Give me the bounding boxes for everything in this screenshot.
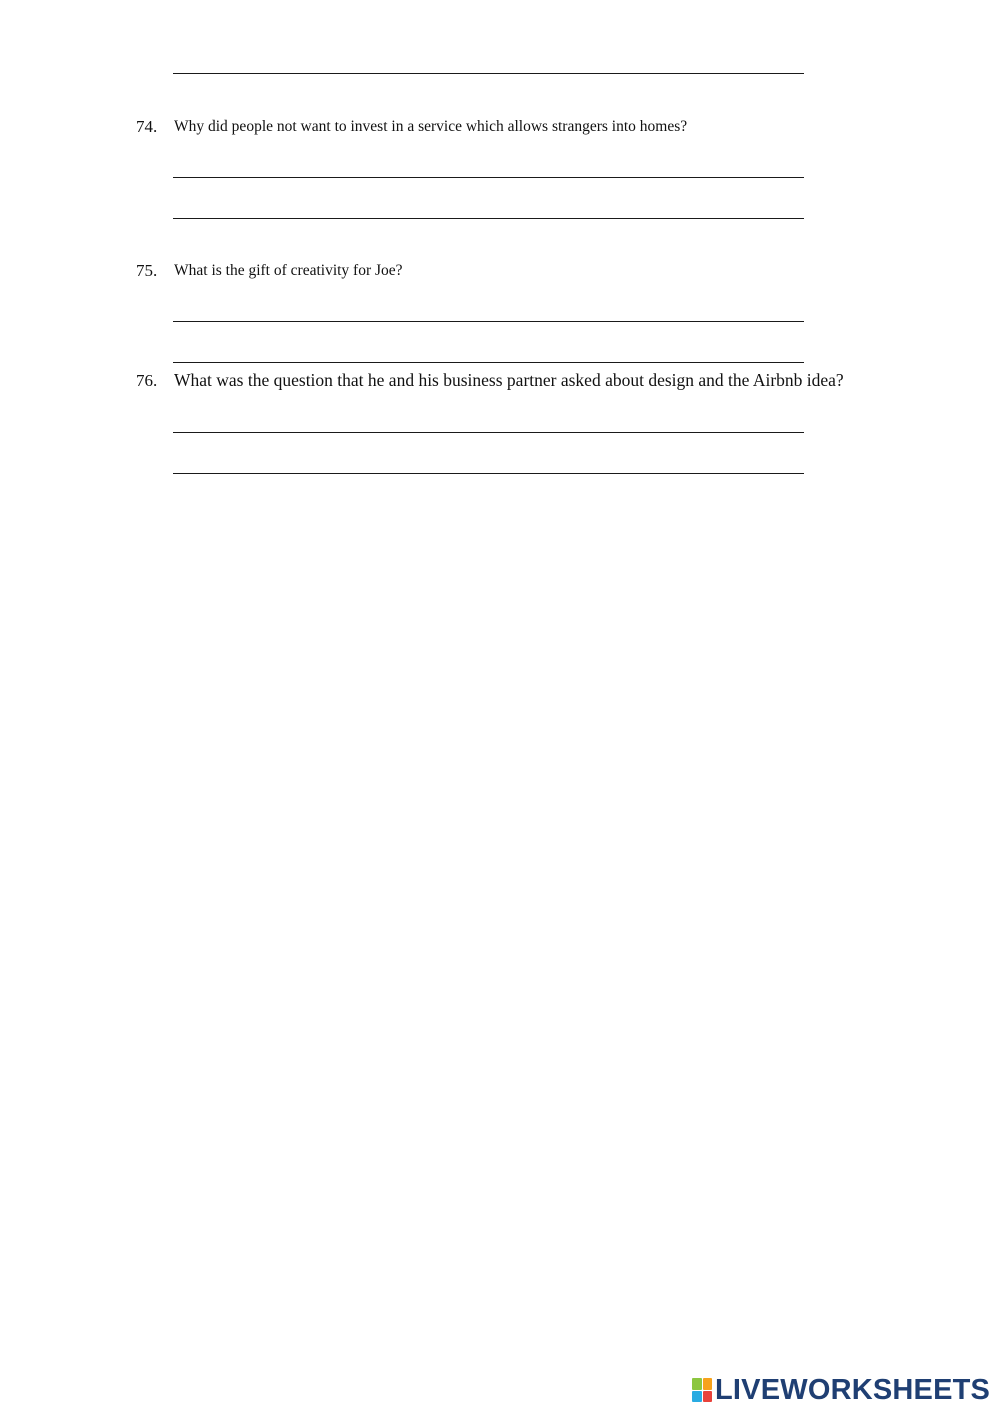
answer-line[interactable] [173,218,804,219]
question-text: What was the question that he and his business partner asked about design and the Airbnb idea? [174,370,844,390]
answer-line[interactable] [173,177,804,178]
answer-line[interactable] [173,432,804,433]
question-number: 74. [136,117,158,136]
logo-square-green [692,1378,702,1390]
question-text: What is the gift of creativity for Joe? [174,262,403,279]
answer-line[interactable] [173,473,804,474]
liveworksheets-logo [692,1374,990,1406]
question-number: 75. [136,261,158,280]
question-text: Why did people not want to invest in a service which allows strangers into homes? [174,118,688,135]
logo-square-orange [703,1378,713,1390]
answer-line[interactable] [173,73,804,74]
answer-line[interactable] [173,362,804,363]
answer-line[interactable] [173,321,804,322]
logo-text: LIVEWORKSHEETS [715,1374,991,1406]
liveworksheets-logo-icon [692,1378,712,1402]
logo-square-blue [692,1391,702,1403]
question-number: 76. [136,371,158,390]
logo-square-red [703,1391,713,1403]
